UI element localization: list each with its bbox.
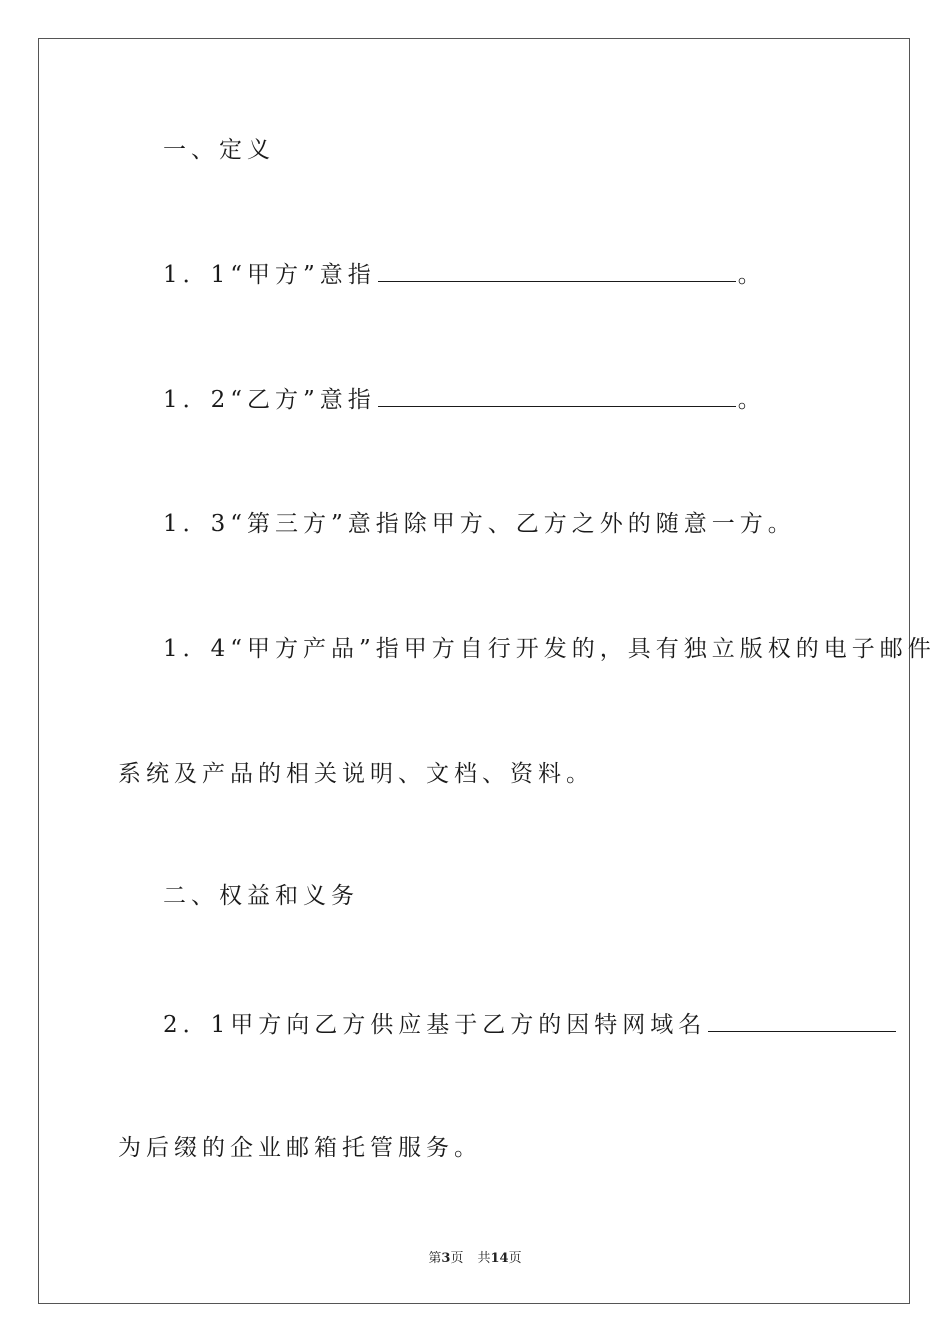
clause-1-2-text: 1．2“乙方”意指 (163, 387, 376, 413)
clause-1-2 (163, 384, 766, 415)
page-footer (0, 1247, 950, 1266)
footer-total-suffix: 页 (508, 1251, 522, 1266)
page-frame (38, 38, 910, 1304)
clause-2-1-line-2: 为后缀的企业邮箱托管服务。 (118, 1135, 482, 1161)
section-2-heading: 二、权益和义务 (163, 883, 359, 909)
clause-1-1-period: 。 (737, 262, 766, 288)
clause-1-1-blank-field (378, 259, 736, 282)
clause-2-1-line-1 (163, 1009, 898, 1040)
clause-2-1-blank-field (708, 1009, 896, 1032)
clause-1-2-blank-field (378, 384, 736, 407)
footer-page-word: 页 (450, 1251, 464, 1266)
footer-total-prefix: 共 (477, 1251, 491, 1266)
clause-1-4-line-2: 系统及产品的相关说明、文档、资料。 (118, 761, 594, 787)
clause-1-3: 1．3“第三方”意指除甲方、乙方之外的随意一方。 (163, 511, 796, 537)
footer-prefix: 第 (428, 1251, 442, 1266)
footer-current-page: 3 (441, 1251, 451, 1266)
clause-2-1-text: 2．1甲方向乙方供应基于乙方的因特网域名 (163, 1012, 707, 1038)
clause-1-2-period: 。 (737, 387, 766, 413)
section-1-heading: 一、定义 (163, 137, 275, 163)
footer-total-pages: 14 (490, 1251, 509, 1266)
clause-1-1 (163, 259, 766, 290)
clause-1-1-text: 1．1“甲方”意指 (163, 262, 376, 288)
clause-1-4-line-1: 1．4“甲方产品”指甲方自行开发的，具有独立版权的电子邮件 (163, 636, 936, 662)
